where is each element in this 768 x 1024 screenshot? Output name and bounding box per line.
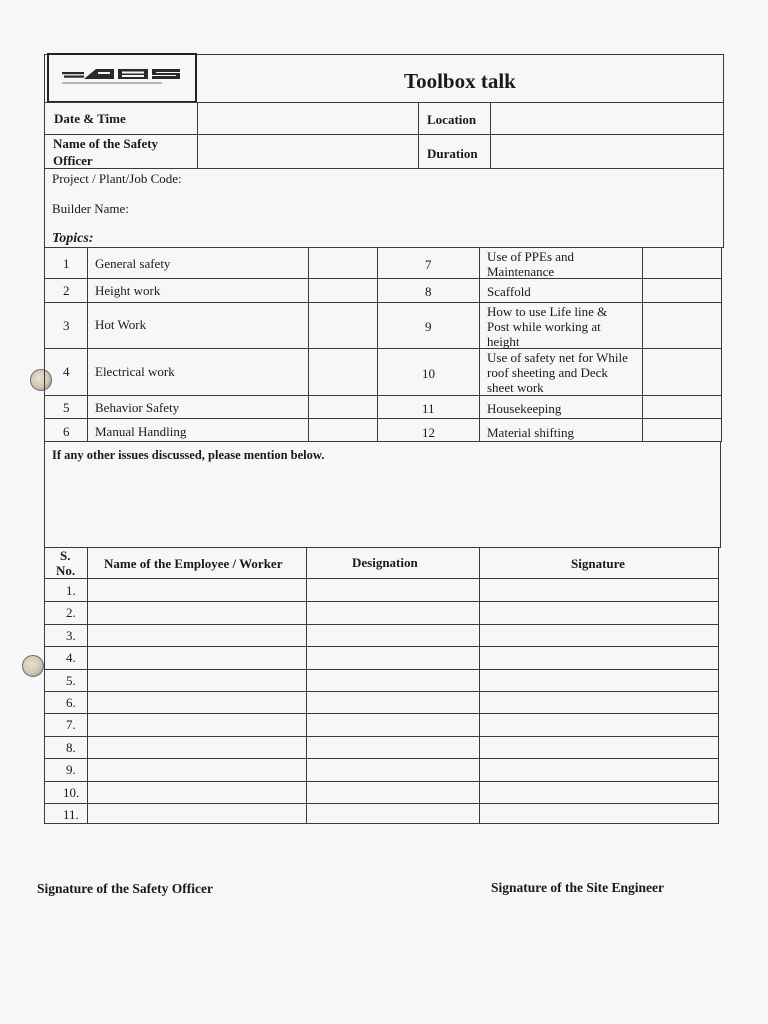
signature-field[interactable]	[480, 782, 718, 802]
topic-label: Material shifting	[487, 425, 575, 440]
safety-officer-field[interactable]	[198, 135, 418, 168]
punch-hole-bottom	[22, 655, 44, 677]
employee-name-field[interactable]	[88, 580, 306, 600]
page-title: Toolbox talk	[404, 69, 516, 93]
designation-field[interactable]	[307, 580, 479, 600]
safety-officer-label-line1: Name of the Safety	[53, 136, 159, 151]
topic-label: Use of safety net for While	[487, 350, 628, 365]
topic-label: Hot Work	[95, 317, 147, 332]
builder-name-label: Builder Name:	[52, 201, 129, 216]
employee-name-field[interactable]	[88, 737, 306, 757]
designation-field[interactable]	[307, 782, 479, 802]
row-number: 4.	[66, 650, 76, 665]
topics-label: Topics:	[52, 231, 94, 246]
signature-field[interactable]	[480, 647, 718, 667]
row-number: 11.	[63, 807, 79, 822]
signature-field[interactable]	[480, 692, 718, 712]
topic-checkbox[interactable]	[643, 349, 721, 395]
signature-field[interactable]	[480, 759, 718, 779]
row-number: 9.	[66, 762, 76, 777]
topic-number: 9	[425, 319, 432, 334]
employee-name-field[interactable]	[88, 714, 306, 734]
topic-label: Maintenance	[487, 264, 555, 279]
topic-label: Behavior Safety	[95, 400, 180, 415]
designation-field[interactable]	[307, 625, 479, 645]
designation-field[interactable]	[307, 647, 479, 667]
row-number: 1.	[66, 583, 76, 598]
employee-name-field[interactable]	[88, 782, 306, 802]
other-issues-textarea[interactable]	[48, 466, 718, 544]
signature-field[interactable]	[480, 625, 718, 645]
designation-field[interactable]	[307, 692, 479, 712]
topic-checkbox[interactable]	[309, 349, 377, 395]
topic-checkbox[interactable]	[643, 303, 721, 348]
topic-number: 5	[63, 400, 70, 415]
row-number: 8.	[66, 740, 76, 755]
topic-checkbox[interactable]	[309, 303, 377, 348]
topic-number: 11	[422, 401, 435, 416]
safety-officer-signature-label: Signature of the Safety Officer	[37, 881, 213, 896]
designation-field[interactable]	[307, 670, 479, 690]
topic-number: 8	[425, 284, 432, 299]
row-number: 6.	[66, 695, 76, 710]
topic-checkbox[interactable]	[309, 279, 377, 302]
topic-label: How to use Life line &	[487, 304, 608, 319]
employee-name-field[interactable]	[88, 670, 306, 690]
topic-label: Electrical work	[95, 364, 175, 379]
topic-checkbox[interactable]	[309, 396, 377, 418]
topic-number: 12	[422, 425, 435, 440]
company-logo	[62, 67, 184, 87]
topic-checkbox[interactable]	[643, 419, 721, 442]
signature-field[interactable]	[480, 580, 718, 600]
topic-number: 6	[63, 424, 70, 439]
row-number: 10.	[63, 785, 80, 800]
designation-field[interactable]	[307, 804, 479, 824]
topic-checkbox[interactable]	[643, 248, 721, 278]
topic-label: height	[487, 334, 520, 349]
duration-label: Duration	[427, 146, 478, 161]
topic-checkbox[interactable]	[309, 248, 377, 278]
topic-number: 4	[63, 364, 70, 379]
employee-name-field[interactable]	[88, 625, 306, 645]
topic-label: Height work	[95, 283, 161, 298]
sno-header-line2: No.	[56, 563, 76, 578]
location-label: Location	[427, 112, 477, 127]
project-code-label: Project / Plant/Job Code:	[52, 171, 182, 186]
designation-column-header: Designation	[352, 555, 418, 570]
topic-label: Use of PPEs and	[487, 249, 575, 264]
employee-name-field[interactable]	[88, 759, 306, 779]
other-issues-label: If any other issues discussed, please mention below.	[52, 448, 325, 462]
topic-label: Scaffold	[487, 284, 531, 299]
topic-checkbox[interactable]	[643, 279, 721, 302]
topic-label: sheet work	[487, 380, 544, 395]
topic-label: Post while working at	[487, 319, 601, 334]
employee-name-field[interactable]	[88, 804, 306, 824]
topic-checkbox[interactable]	[309, 419, 377, 442]
designation-field[interactable]	[307, 714, 479, 734]
topic-label: roof sheeting and Deck	[487, 365, 608, 380]
sno-header-line1: S.	[60, 548, 71, 563]
date-time-label: Date & Time	[54, 111, 126, 126]
employee-name-field[interactable]	[88, 692, 306, 712]
row-number: 7.	[66, 717, 76, 732]
topic-label: General safety	[95, 256, 171, 271]
topic-number: 2	[63, 283, 70, 298]
designation-field[interactable]	[307, 737, 479, 757]
topic-label: Manual Handling	[95, 424, 187, 439]
signature-field[interactable]	[480, 804, 718, 824]
topic-number: 10	[422, 366, 435, 381]
row-number: 5.	[66, 673, 76, 688]
topic-number: 3	[63, 318, 70, 333]
topic-number: 1	[63, 256, 70, 271]
site-engineer-signature-label: Signature of the Site Engineer	[491, 880, 664, 895]
topic-label: Housekeeping	[487, 401, 562, 416]
designation-field[interactable]	[307, 759, 479, 779]
signature-field[interactable]	[480, 737, 718, 757]
safety-officer-label-line2: Officer	[53, 153, 93, 168]
signature-column-header: Signature	[571, 556, 625, 571]
employee-name-field[interactable]	[88, 602, 306, 622]
signature-field[interactable]	[480, 670, 718, 690]
signature-field[interactable]	[480, 714, 718, 734]
topic-number: 7	[425, 257, 432, 272]
topic-checkbox[interactable]	[643, 396, 721, 418]
signature-field[interactable]	[480, 602, 718, 622]
employee-name-field[interactable]	[88, 647, 306, 667]
designation-field[interactable]	[307, 602, 479, 622]
name-column-header: Name of the Employee / Worker	[104, 556, 283, 571]
row-number: 2.	[66, 605, 76, 620]
row-number: 3.	[66, 628, 76, 643]
date-time-field[interactable]	[198, 103, 418, 134]
location-field[interactable]	[491, 103, 723, 134]
duration-field[interactable]	[491, 135, 723, 168]
